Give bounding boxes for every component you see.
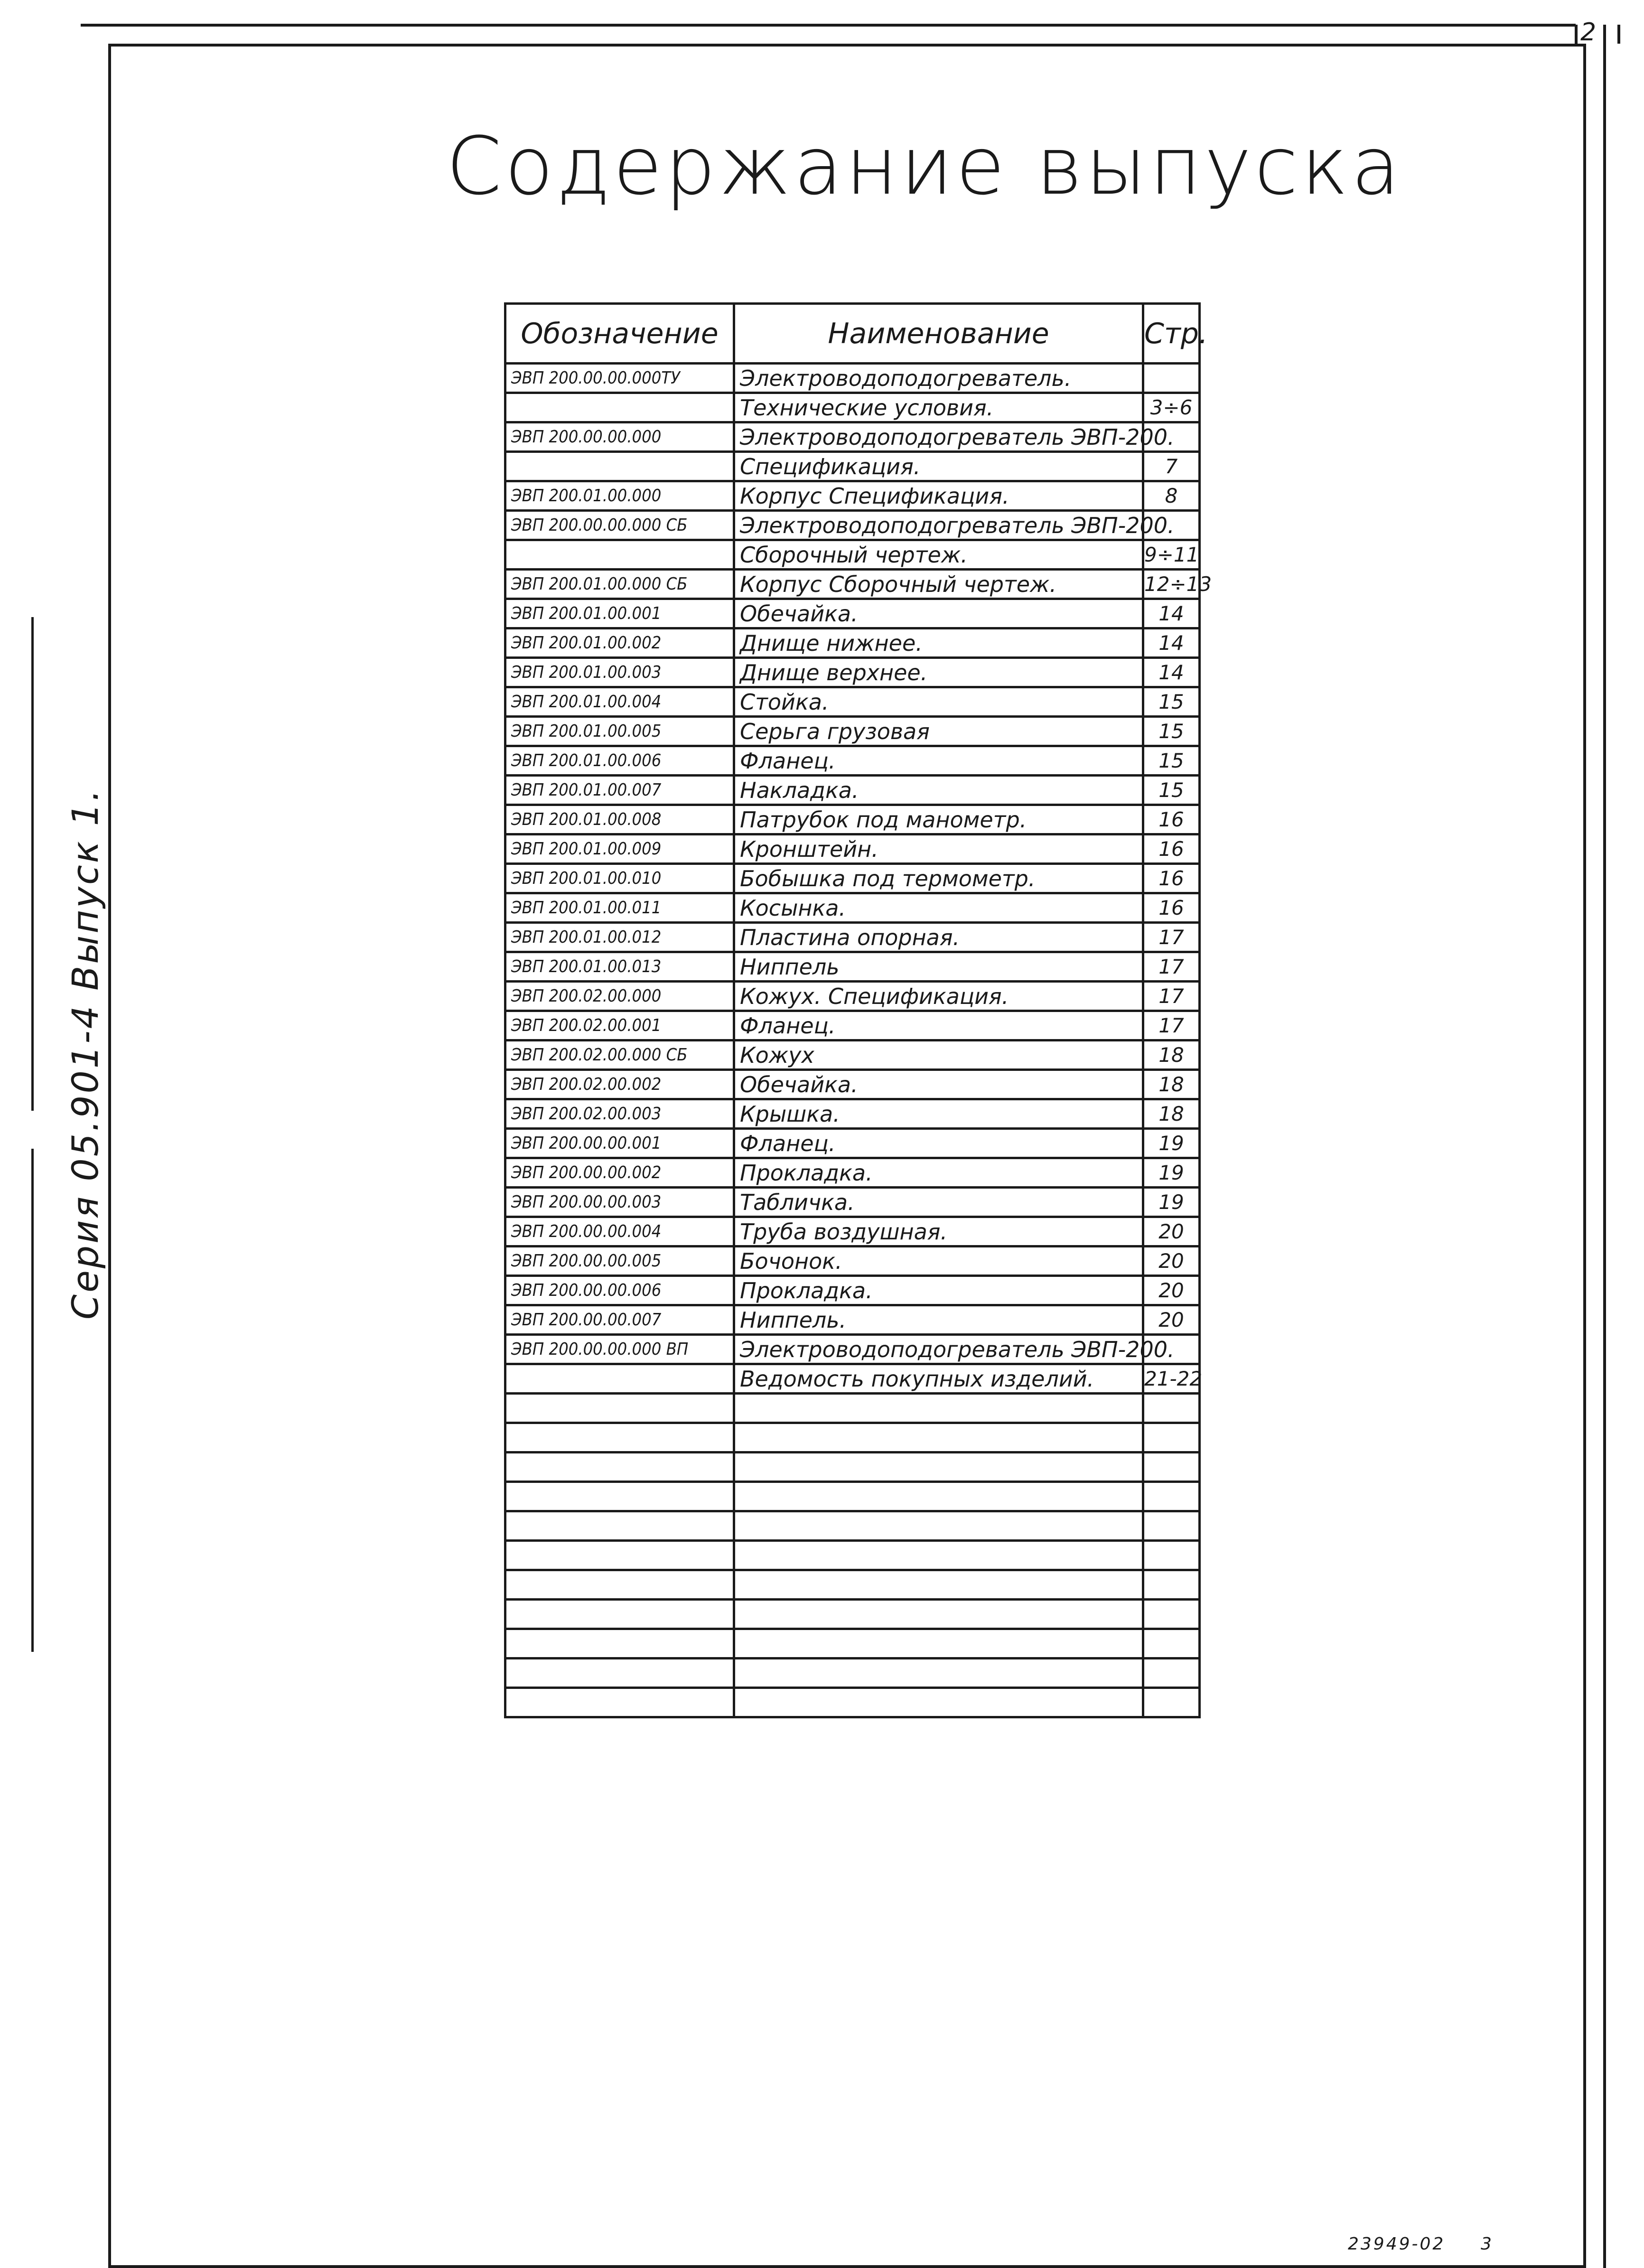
table-row [505, 364, 1200, 393]
table-row [505, 746, 1200, 776]
row-name: Ниппель [734, 952, 1143, 982]
row-page [1143, 364, 1200, 393]
row-page: 15 [1143, 717, 1200, 746]
row-name [734, 1453, 1143, 1482]
row-code [505, 1394, 734, 1423]
table-row [505, 864, 1200, 893]
table-row [505, 717, 1200, 746]
row-code: ЭВП 200.02.00.003 [505, 1099, 734, 1129]
table-row [505, 1217, 1200, 1246]
table-row [505, 1511, 1200, 1541]
row-name: Обечайка. [734, 599, 1143, 628]
row-page [1143, 1511, 1200, 1541]
binding-margin-mark-lower [31, 1149, 34, 1652]
row-name: Электроводоподогреватель ЭВП-200. [734, 1335, 1143, 1364]
table-row [505, 570, 1200, 599]
row-page [1143, 1600, 1200, 1629]
row-name: Фланец. [734, 1129, 1143, 1158]
row-code: ЭВП 200.01.00.004 [505, 687, 734, 717]
row-name [734, 1423, 1143, 1453]
row-code [505, 540, 734, 570]
table-row [505, 628, 1200, 658]
row-code: ЭВП 200.01.00.002 [505, 628, 734, 658]
row-page: 9÷11 [1143, 540, 1200, 570]
row-page: 18 [1143, 1099, 1200, 1129]
header-code: Обозначение [505, 304, 734, 364]
row-code [505, 1453, 734, 1482]
row-name [734, 1394, 1143, 1423]
row-page: 8 [1143, 481, 1200, 511]
row-page: 19 [1143, 1188, 1200, 1217]
row-code [505, 1600, 734, 1629]
row-name: Сборочный чертеж. [734, 540, 1143, 570]
row-code: ЭВП 200.00.00.005 [505, 1246, 734, 1276]
table-row [505, 1600, 1200, 1629]
row-code: ЭВП 200.01.00.000 СБ [505, 570, 734, 599]
table-row [505, 1629, 1200, 1659]
row-page: 14 [1143, 599, 1200, 628]
row-code [505, 393, 734, 422]
table-row [505, 982, 1200, 1011]
table-row [505, 1364, 1200, 1394]
row-page: 20 [1143, 1217, 1200, 1246]
row-code [505, 1570, 734, 1600]
row-page: 16 [1143, 805, 1200, 834]
row-code: ЭВП 200.02.00.000 [505, 982, 734, 1011]
row-code: ЭВП 200.00.00.000 [505, 422, 734, 452]
row-code: ЭВП 200.00.00.000ТУ [505, 364, 734, 393]
row-code: ЭВП 200.02.00.002 [505, 1070, 734, 1099]
row-code [505, 1659, 734, 1688]
row-page: 19 [1143, 1129, 1200, 1158]
row-page: 17 [1143, 952, 1200, 982]
table-row [505, 1246, 1200, 1276]
row-page: 15 [1143, 746, 1200, 776]
table-row [505, 1688, 1200, 1717]
row-name: Днище нижнее. [734, 628, 1143, 658]
table-row [505, 1570, 1200, 1600]
page-title: Содержание выпуска [446, 120, 1403, 213]
row-page [1143, 1482, 1200, 1511]
row-page [1143, 1453, 1200, 1482]
table-row [505, 776, 1200, 805]
row-page: 17 [1143, 982, 1200, 1011]
table-row [505, 1129, 1200, 1158]
row-code [505, 1364, 734, 1394]
table-row [505, 834, 1200, 864]
row-name: Электроводоподогреватель ЭВП-200. [734, 511, 1143, 540]
row-code [505, 1511, 734, 1541]
row-name: Табличка. [734, 1188, 1143, 1217]
row-name [734, 1629, 1143, 1659]
row-code: ЭВП 200.01.00.010 [505, 864, 734, 893]
row-page: 19 [1143, 1158, 1200, 1188]
row-name: Ниппель. [734, 1305, 1143, 1335]
table-row [505, 1335, 1200, 1364]
row-page: 16 [1143, 834, 1200, 864]
row-code [505, 1482, 734, 1511]
row-code [505, 1541, 734, 1570]
row-name: Электроводоподогреватель ЭВП-200. [734, 422, 1143, 452]
table-row [505, 393, 1200, 422]
row-code [505, 452, 734, 481]
footer-page-number: 3 [1481, 2234, 1492, 2254]
row-name [734, 1659, 1143, 1688]
row-page: 16 [1143, 893, 1200, 923]
row-name: Фланец. [734, 1011, 1143, 1040]
row-name: Ведомость покупных изделий. [734, 1364, 1143, 1394]
table-row [505, 893, 1200, 923]
table-row [505, 1453, 1200, 1482]
row-page: 20 [1143, 1305, 1200, 1335]
table-row [505, 1394, 1200, 1423]
row-name: Кожух. Спецификация. [734, 982, 1143, 1011]
row-name: Крышка. [734, 1099, 1143, 1129]
row-name [734, 1688, 1143, 1717]
row-name [734, 1541, 1143, 1570]
table-row [505, 599, 1200, 628]
table-row [505, 1659, 1200, 1688]
row-page: 17 [1143, 923, 1200, 952]
row-page [1143, 1394, 1200, 1423]
row-page: 17 [1143, 1011, 1200, 1040]
row-name: Кронштейн. [734, 834, 1143, 864]
right-margin-line [1603, 25, 1606, 2268]
row-name: Прокладка. [734, 1276, 1143, 1305]
row-page [1143, 1659, 1200, 1688]
row-name [734, 1482, 1143, 1511]
row-page: 3÷6 [1143, 393, 1200, 422]
table-row [505, 1482, 1200, 1511]
row-name: Серьга грузовая [734, 717, 1143, 746]
row-page [1143, 1541, 1200, 1570]
row-code [505, 1629, 734, 1659]
row-page [1143, 1688, 1200, 1717]
table-row [505, 1011, 1200, 1040]
table-row [505, 1070, 1200, 1099]
row-name: Обечайка. [734, 1070, 1143, 1099]
table-row [505, 422, 1200, 452]
table-header-row [505, 304, 1200, 364]
header-page: Стр. [1143, 304, 1200, 364]
table-row [505, 481, 1200, 511]
row-page [1143, 1629, 1200, 1659]
row-name: Технические условия. [734, 393, 1143, 422]
row-page: 18 [1143, 1070, 1200, 1099]
row-page: 20 [1143, 1246, 1200, 1276]
row-name: Бочонок. [734, 1246, 1143, 1276]
row-code: ЭВП 200.01.00.011 [505, 893, 734, 923]
table-row [505, 658, 1200, 687]
row-name: Спецификация. [734, 452, 1143, 481]
row-name: Стойка. [734, 687, 1143, 717]
row-code: ЭВП 200.01.00.008 [505, 805, 734, 834]
table-row [505, 1423, 1200, 1453]
row-code: ЭВП 200.00.00.000 СБ [505, 511, 734, 540]
row-name [734, 1600, 1143, 1629]
row-page: 18 [1143, 1040, 1200, 1070]
row-code: ЭВП 200.01.00.013 [505, 952, 734, 982]
row-code: ЭВП 200.00.00.000 ВП [505, 1335, 734, 1364]
table-row [505, 540, 1200, 570]
row-page: 20 [1143, 1276, 1200, 1305]
row-name: Корпус Сборочный чертеж. [734, 570, 1143, 599]
row-name: Прокладка. [734, 1158, 1143, 1188]
row-page: 7 [1143, 452, 1200, 481]
row-code: ЭВП 200.01.00.006 [505, 746, 734, 776]
header-name: Наименование [734, 304, 1143, 364]
row-page: 21-22 [1143, 1364, 1200, 1394]
footer-archive-number: 23949-02 [1348, 2234, 1446, 2254]
row-code: ЭВП 200.02.00.000 СБ [505, 1040, 734, 1070]
table-row [505, 1276, 1200, 1305]
row-code: ЭВП 200.01.00.012 [505, 923, 734, 952]
row-page [1143, 1423, 1200, 1453]
row-code: ЭВП 200.01.00.007 [505, 776, 734, 805]
row-code: ЭВП 200.00.00.003 [505, 1188, 734, 1217]
row-code: ЭВП 200.00.00.004 [505, 1217, 734, 1246]
table-row [505, 923, 1200, 952]
row-name: Пластина опорная. [734, 923, 1143, 952]
row-name: Труба воздушная. [734, 1217, 1143, 1246]
row-name: Косынка. [734, 893, 1143, 923]
row-name: Патрубок под манометр. [734, 805, 1143, 834]
row-code: ЭВП 200.00.00.007 [505, 1305, 734, 1335]
row-code: ЭВП 200.00.00.001 [505, 1129, 734, 1158]
row-page: 12÷13 [1143, 570, 1200, 599]
row-code: ЭВП 200.01.00.001 [505, 599, 734, 628]
top-border-line [81, 24, 1576, 27]
table-row [505, 952, 1200, 982]
table-row [505, 1099, 1200, 1129]
row-code: ЭВП 200.01.00.003 [505, 658, 734, 687]
table-row [505, 687, 1200, 717]
table-row [505, 1040, 1200, 1070]
row-name: Фланец. [734, 746, 1143, 776]
row-name: Днище верхнее. [734, 658, 1143, 687]
row-page [1143, 1570, 1200, 1600]
row-code [505, 1423, 734, 1453]
table-row [505, 1158, 1200, 1188]
row-name: Бобышка под термометр. [734, 864, 1143, 893]
row-code: ЭВП 200.01.00.009 [505, 834, 734, 864]
table-row [505, 511, 1200, 540]
binding-margin-mark-upper [31, 617, 34, 1111]
row-page: 16 [1143, 864, 1200, 893]
row-name: Накладка. [734, 776, 1143, 805]
row-name: Электроводоподогреватель. [734, 364, 1143, 393]
row-code: ЭВП 200.02.00.001 [505, 1011, 734, 1040]
table-row [505, 1541, 1200, 1570]
table-row [505, 452, 1200, 481]
row-page: 14 [1143, 628, 1200, 658]
row-page: 15 [1143, 687, 1200, 717]
row-code: ЭВП 200.01.00.005 [505, 717, 734, 746]
row-code: ЭВП 200.00.00.002 [505, 1158, 734, 1188]
series-label: Серия 05.901-4 Выпуск 1. [64, 787, 106, 1320]
row-page: 15 [1143, 776, 1200, 805]
sheet-number: 2 [1580, 18, 1597, 47]
row-name [734, 1570, 1143, 1600]
row-code: ЭВП 200.01.00.000 [505, 481, 734, 511]
row-name: Кожух [734, 1040, 1143, 1070]
row-page: 14 [1143, 658, 1200, 687]
table-row [505, 1305, 1200, 1335]
table-row [505, 1188, 1200, 1217]
row-name: Корпус Спецификация. [734, 481, 1143, 511]
row-code: ЭВП 200.00.00.006 [505, 1276, 734, 1305]
row-code [505, 1688, 734, 1717]
row-name [734, 1511, 1143, 1541]
contents-table [504, 302, 1212, 1718]
table-row [505, 805, 1200, 834]
